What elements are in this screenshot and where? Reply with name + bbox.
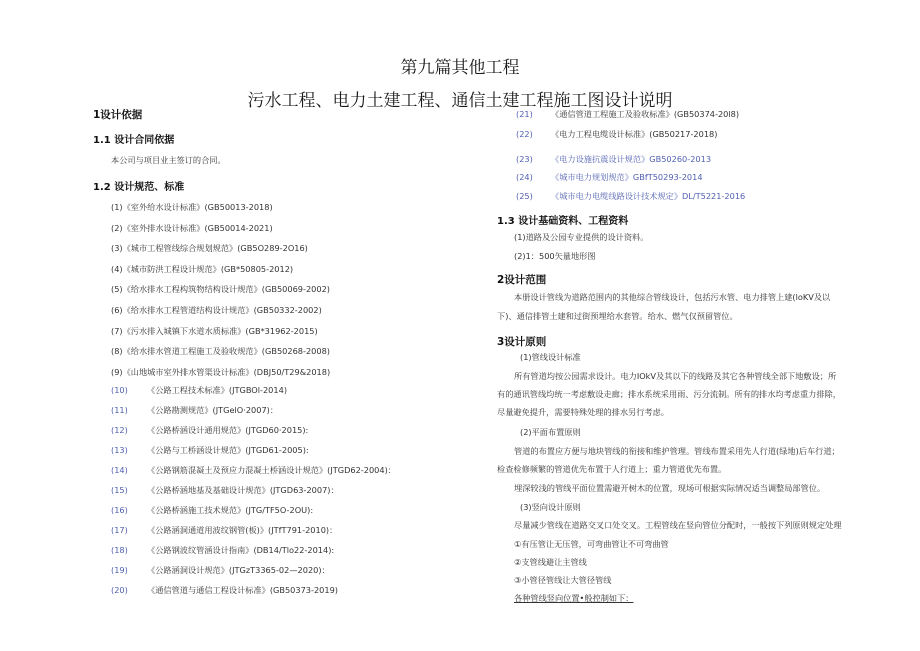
section-2-text-line-1: 本册设计管线为道路范围内的其他综合管线设计，包括污水管、电力排管上建(loKV及以 [514,292,831,302]
vertical-position-note: 各种管线竖向位置•般控制如下： [514,593,634,603]
principle-3-heading: (3)竖向设计原则 [520,502,581,512]
section-1-heading: 1设计依据 [93,109,143,121]
standard-title: 《城市电力电缆线路设计技术规定》DL/T5221-2016 [551,191,746,201]
principle-1-line-1: 所有管道均按公园需求设计。电力IOkV及其以下的线路及其它各种管线全部下地敷设；所 [514,371,837,381]
standard-title: 《通信管道与通信工程设计标准》(GB50373-2019) [147,585,338,595]
standard-item: (6)《给水排水工程管道结构设计规范》(GB50332-2002) [111,305,322,315]
page-title: 第九篇其他工程 [400,58,520,78]
standard-number: (20) [111,585,128,595]
section-1-2-heading: 1.2 设计规范、标准 [93,182,185,193]
standard-item: (5)《给水排水工程构筑物结构设计规范》(GB50069-2002) [111,284,330,295]
standard-number: (22) [516,129,533,139]
principle-2-heading: (2)平面布置原则 [520,427,581,437]
principle-1-line-2: 有的通讯管线均统一考虑敷设走廊；排水系统采用雨、污分流制。所有的排水均考虑重力排除， [497,389,841,399]
standard-number: (18) [111,545,128,555]
section-1-1-text: 本公司与项目业主签订的合同。 [111,155,226,165]
page-subtitle: 污水工程、电力土建工程、通信土建工程施工图设计说明 [247,91,673,111]
standard-number: (21) [516,109,533,119]
standard-item: (9)《山地城市室外排水管渠设计标准》(DBJ50/T29&2018) [111,366,331,377]
section-1-3-item-1: (1)道路及公园专业提供的设计资料。 [514,232,649,242]
standard-number: (15) [111,485,128,495]
standard-item: (2)《室外排水设计标准》(GB50014-2021) [111,222,273,233]
standard-title: 《通信管道工程施工及验收标准》(GB50374-20l8) [551,109,740,119]
principle-3-line-4: ③小管径管线让大管径管线 [514,575,612,585]
standard-item: (8)《给水排水管道工程施工及验收规范》(GB50268-2008) [111,346,330,357]
section-2-text-line-2: 下)、通信排管土建和过街预埋给水套管。给水、燃气仅预留管位。 [497,311,738,321]
principle-3-line-3: ②支管线避让主管线 [514,557,587,567]
standard-item: (7)《污水排入城镇下水道水质标准》(GB*31962-2015) [111,325,318,336]
standard-number: (12) [111,425,128,435]
standard-title: 《电力设施抗震设计规范》GB50260-2013 [551,154,712,164]
standard-title: 《公路涵洞设计规范》(JTGzT3365-02—2020)： [147,565,330,575]
standard-item: (3)《城市工程管线综合规划规范》(GB5O289-2O16) [111,243,308,254]
standard-number: (24) [516,172,533,182]
standard-title: 《电力工程电缆设计标准》(GB50217-2018) [551,129,718,139]
standard-number: (10) [111,385,128,395]
principle-2-line-1: 管道的布置应方便与地块管线的衔接和维护管理。管线布置采用先人行道(绿地)后车行道； [514,446,840,456]
standard-title: 《公路桥涵施工技术规范》(JTG/TF5O-2OU): [147,505,314,515]
section-1-3-item-2: (2)1：500矢量地形图 [514,251,596,261]
standard-number: (13) [111,445,128,455]
standard-title: 《公路与工桥涵设计规范》(JTGD61-2005): [147,445,309,455]
principle-2-line-3: 埋深较浅的管线平面位置需避开树木的位置，现场可根据实际情况适当调整局部管位。 [514,483,826,493]
standard-number: (14) [111,465,128,475]
standard-title: 《公路桥涵设计通用规范》(JTGD60·2015): [147,425,309,435]
section-2-heading: 2设计范围 [497,274,547,286]
standard-title: 《公路勘测规范》(JTGelO·2007)： [147,405,279,415]
standard-number: (11) [111,405,128,415]
standard-title: 《公路钢波纹管涵设计指南》(DB14/Tlo22-2014): [147,545,335,555]
standard-number: (25) [516,191,533,201]
standard-title: 《公路钢筋混凝土及预应力混凝土桥涵设计规范》(JTGD62-2004)： [147,465,396,475]
standard-title: 《公路桥涵地基及基础设计规范》(JTGD63-2007)： [147,485,339,495]
principle-2-line-2: 检查检修频繁的管道优先布置于人行道上；重力管道优先布置。 [497,464,727,474]
standard-title: 《城市电力规划规范》GBfT50293-2014 [551,172,703,182]
principle-1-heading: (1)管线设计标准 [520,352,581,362]
standard-item: (4)《城市防洪工程设计规范》(GB*50805-2012) [111,263,294,274]
principle-3-line-1: 尽量减少管线在道路交叉口处交叉。工程管线在竖向管位分配时，一般按下列原则规定处理 [514,520,842,530]
standard-item: (1)《室外给水设计标准》(GB50013-2018) [111,202,273,212]
standard-number: (16) [111,505,128,515]
standard-number: (17) [111,525,128,535]
standard-title: 《公路涵洞通道用波纹钢管(板)》(JTfT791-2010)： [147,525,338,535]
section-1-1-heading: 1.1 设计合同依据 [93,135,175,146]
standard-number: (23) [516,154,533,164]
principle-3-line-2: ①有压管让无压管，可弯曲管让不可弯曲管 [514,539,669,549]
section-3-heading: 3设计原则 [497,336,547,348]
section-1-3-heading: 1.3 设计基础资料、工程资料 [497,216,629,227]
principle-1-line-3: 尽量避免提升，需要特殊处理的排水另行考虑。 [497,407,669,417]
standard-number: (19) [111,565,128,575]
standard-title: 《公路工程技术标准》(JTGBOl-2014) [147,385,288,395]
